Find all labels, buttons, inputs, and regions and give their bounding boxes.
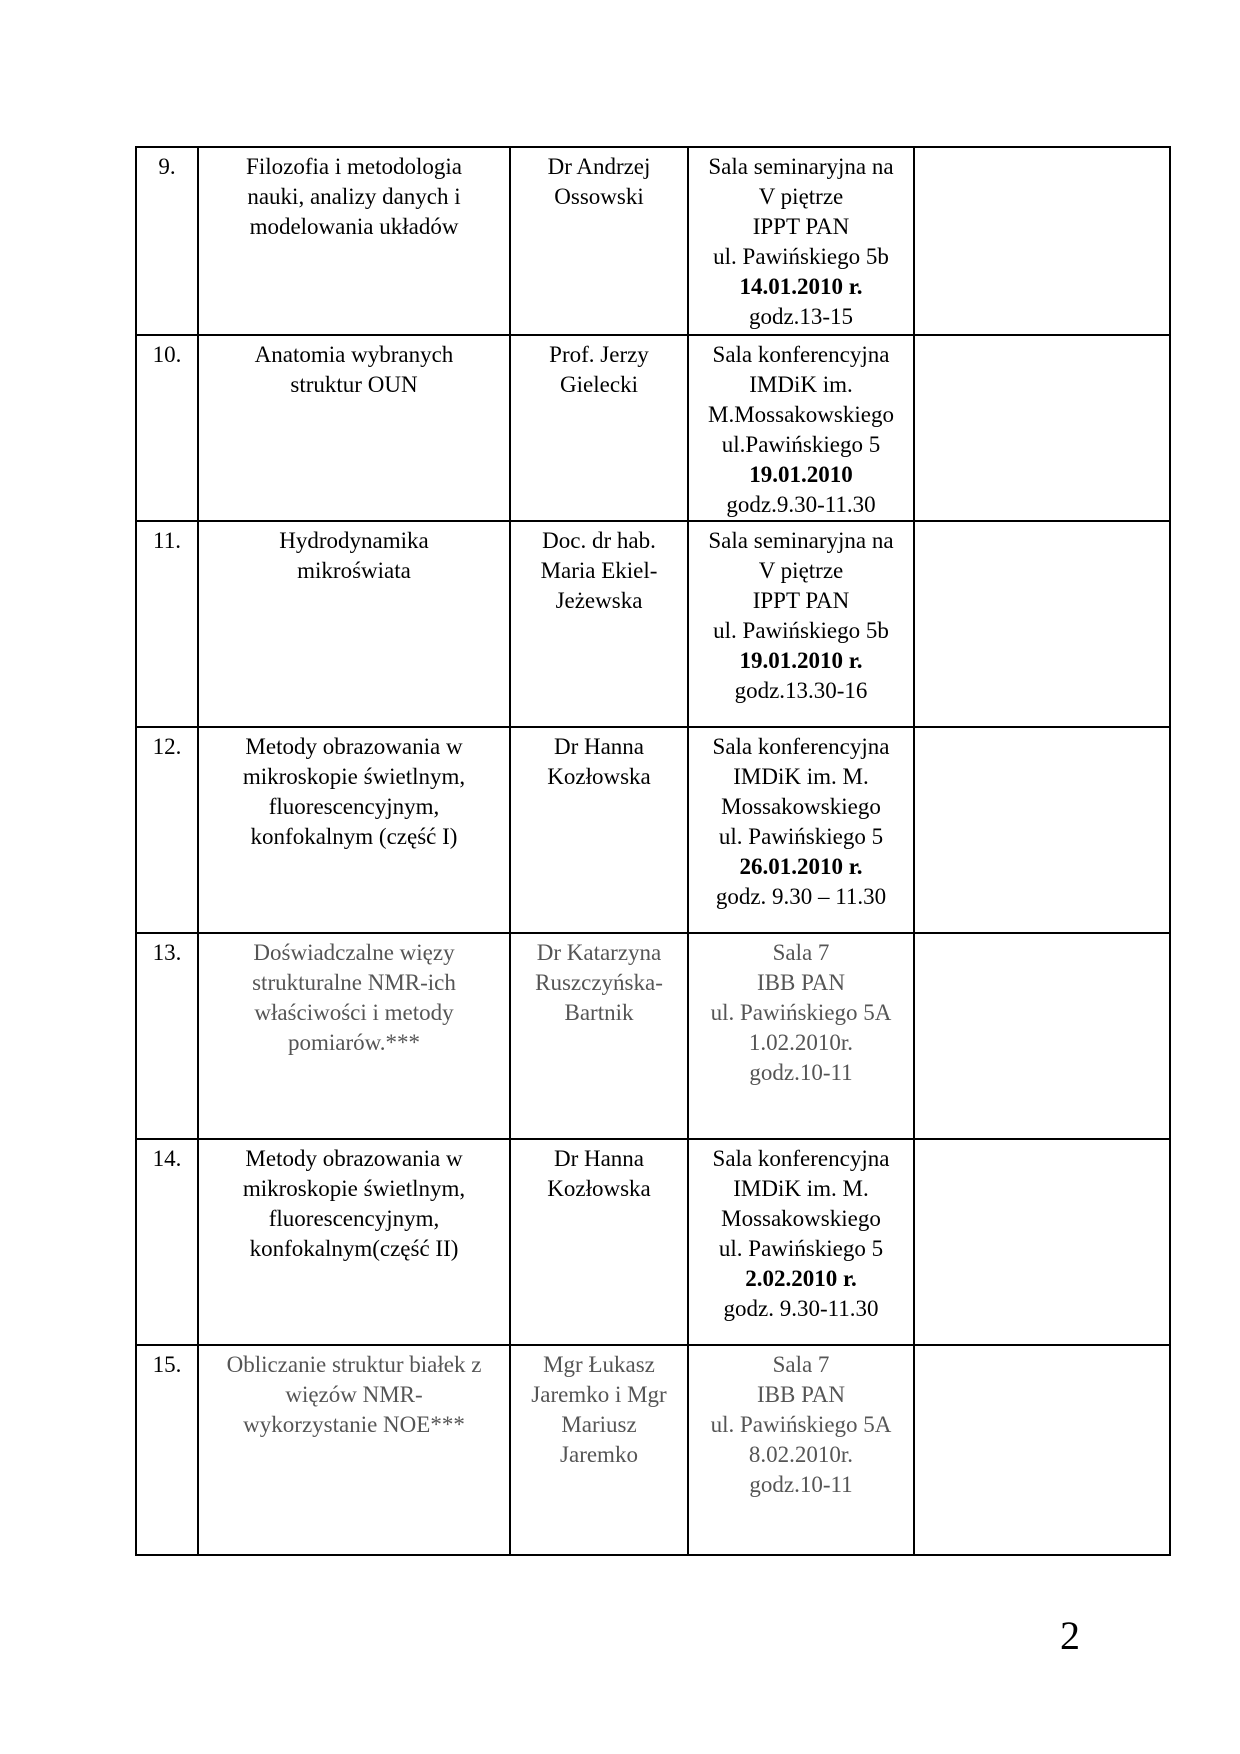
topic-line: Obliczanie struktur białek z (226, 1352, 482, 1377)
row-number: 14. (136, 1139, 198, 1345)
notes-cell (914, 727, 1170, 933)
topic-cell (198, 933, 510, 1139)
lecturer-line: Maria Ekiel- (540, 558, 658, 583)
place-line: IMDiK im. (749, 372, 853, 397)
place-line: Sala seminaryjna na (708, 154, 894, 179)
notes-cell (914, 147, 1170, 335)
date: 14.01.2010 r. (739, 274, 863, 299)
place-line: Sala seminaryjna na (708, 528, 894, 553)
topic-line: strukturalne NMR-ich (252, 970, 456, 995)
place-line: ul. Pawińskiego 5b (713, 244, 889, 269)
place-line: ul. Pawińskiego 5A (710, 1000, 892, 1025)
lecturer-line: Jaremko (560, 1442, 638, 1467)
place-line: Sala 7 (772, 1352, 830, 1377)
table-row (136, 335, 1170, 521)
place-cell (688, 147, 914, 335)
lecturer-line: Dr Hanna (553, 734, 645, 759)
time: godz. 9.30 – 11.30 (715, 884, 887, 909)
topic-line: pomiarów.*** (287, 1030, 420, 1055)
place-line: ul. Pawińskiego 5 (718, 824, 884, 849)
lecturer-line: Mariusz (561, 1412, 637, 1437)
lecturer-line: Doc. dr hab. (542, 528, 656, 553)
table-row (136, 1139, 1170, 1345)
lecturer-line: Ossowski (554, 184, 644, 209)
row-number: 9. (136, 147, 198, 335)
place-line: 8.02.2010r. (748, 1442, 854, 1467)
lecturer-cell (510, 727, 688, 933)
topic-cell (198, 335, 510, 521)
topic-line: Hydrodynamika (279, 528, 429, 553)
lecturer-cell (510, 335, 688, 521)
topic-line: więzów NMR- (285, 1382, 423, 1407)
row-number: 13. (136, 933, 198, 1139)
topic-line: mikroskopie świetlnym, (242, 764, 466, 789)
lecturer-line: Dr Hanna (553, 1146, 645, 1171)
table-row (136, 1345, 1170, 1555)
lecturer-line: Kozłowska (547, 1176, 651, 1201)
topic-line: struktur OUN (290, 372, 418, 397)
lecturer-line: Prof. Jerzy (549, 342, 649, 367)
row-number: 10. (136, 335, 198, 521)
time: godz.10-11 (749, 1060, 853, 1085)
place-line: IMDiK im. M. (733, 1176, 869, 1201)
place-line: IBB PAN (757, 1382, 845, 1407)
topic-line: Metody obrazowania w (245, 734, 463, 759)
lecturer-cell (510, 521, 688, 727)
lecturer-line: Gielecki (560, 372, 638, 397)
place-line: IPPT PAN (752, 214, 850, 239)
topic-line: Doświadczalne więzy (253, 940, 455, 965)
date: 19.01.2010 (749, 462, 853, 487)
place-cell (688, 727, 914, 933)
time: godz. 9.30-11.30 (723, 1296, 879, 1321)
topic-line: konfokalnym(część II) (249, 1236, 459, 1261)
place-cell (688, 335, 914, 521)
schedule-table (135, 146, 1171, 1556)
lecturer-line: Dr Andrzej (547, 154, 651, 179)
date: 26.01.2010 r. (739, 854, 863, 879)
topic-line: Filozofia i metodologia (246, 154, 462, 179)
place-line: ul.Pawińskiego 5 (721, 432, 881, 457)
topic-line: fluorescencyjnym, (268, 794, 440, 819)
topic-line: mikroskopie świetlnym, (242, 1176, 466, 1201)
topic-line: modelowania układów (249, 214, 459, 239)
date: 2.02.2010 r. (745, 1266, 857, 1291)
topic-cell (198, 1345, 510, 1555)
place-cell (688, 933, 914, 1139)
lecturer-cell (510, 1345, 688, 1555)
place-line: Sala konferencyjna (712, 1146, 890, 1171)
place-cell (688, 1345, 914, 1555)
place-line: V piętrze (758, 184, 844, 209)
notes-cell (914, 335, 1170, 521)
topic-line: właściwości i metody (254, 1000, 454, 1025)
place-line: V piętrze (758, 558, 844, 583)
place-line: Sala konferencyjna (712, 342, 890, 367)
topic-line: nauki, analizy danych i (247, 184, 461, 209)
lecturer-line: Dr Katarzyna (536, 940, 662, 965)
place-line: IMDiK im. M. (733, 764, 869, 789)
topic-line: konfokalnym (część I) (250, 824, 458, 849)
table-row (136, 727, 1170, 933)
time: godz.13.30-16 (734, 678, 868, 703)
place-line: M.Mossakowskiego (708, 402, 894, 427)
row-number: 15. (136, 1345, 198, 1555)
lecturer-cell (510, 147, 688, 335)
table-row (136, 521, 1170, 727)
row-number: 12. (136, 727, 198, 933)
place-line: ul. Pawińskiego 5A (710, 1412, 892, 1437)
time: godz.9.30-11.30 (726, 492, 876, 517)
lecturer-cell (510, 933, 688, 1139)
lecturer-line: Mgr Łukasz (543, 1352, 655, 1377)
topic-line: Anatomia wybranych (254, 342, 454, 367)
row-number: 11. (136, 521, 198, 727)
place-line: 1.02.2010r. (748, 1030, 854, 1055)
topic-line: Metody obrazowania w (245, 1146, 463, 1171)
topic-cell (198, 147, 510, 335)
lecturer-line: Ruszczyńska- (535, 970, 663, 995)
lecturer-line: Jeżewska (555, 588, 643, 613)
place-line: IBB PAN (757, 970, 845, 995)
place-cell (688, 521, 914, 727)
topic-line: fluorescencyjnym, (268, 1206, 440, 1231)
date: 19.01.2010 r. (739, 648, 863, 673)
lecturer-line: Jaremko i Mgr (531, 1382, 667, 1407)
notes-cell (914, 1345, 1170, 1555)
place-cell (688, 1139, 914, 1345)
place-line: Sala konferencyjna (712, 734, 890, 759)
notes-cell (914, 521, 1170, 727)
topic-cell (198, 1139, 510, 1345)
place-line: Mossakowskiego (721, 794, 881, 819)
lecturer-line: Bartnik (564, 1000, 634, 1025)
topic-line: wykorzystanie NOE*** (243, 1412, 465, 1437)
page-number: 2 (1060, 1613, 1080, 1658)
topic-cell (198, 727, 510, 933)
notes-cell (914, 933, 1170, 1139)
place-line: ul. Pawińskiego 5 (718, 1236, 884, 1261)
time: godz.10-11 (749, 1472, 853, 1497)
place-line: Sala 7 (772, 940, 830, 965)
table-row (136, 147, 1170, 335)
lecturer-cell (510, 1139, 688, 1345)
place-line: Mossakowskiego (721, 1206, 881, 1231)
topic-cell (198, 521, 510, 727)
table-row (136, 933, 1170, 1139)
time: godz.13-15 (748, 304, 854, 329)
lecturer-line: Kozłowska (547, 764, 651, 789)
notes-cell (914, 1139, 1170, 1345)
topic-line: mikroświata (297, 558, 411, 583)
place-line: ul. Pawińskiego 5b (713, 618, 889, 643)
place-line: IPPT PAN (752, 588, 850, 613)
